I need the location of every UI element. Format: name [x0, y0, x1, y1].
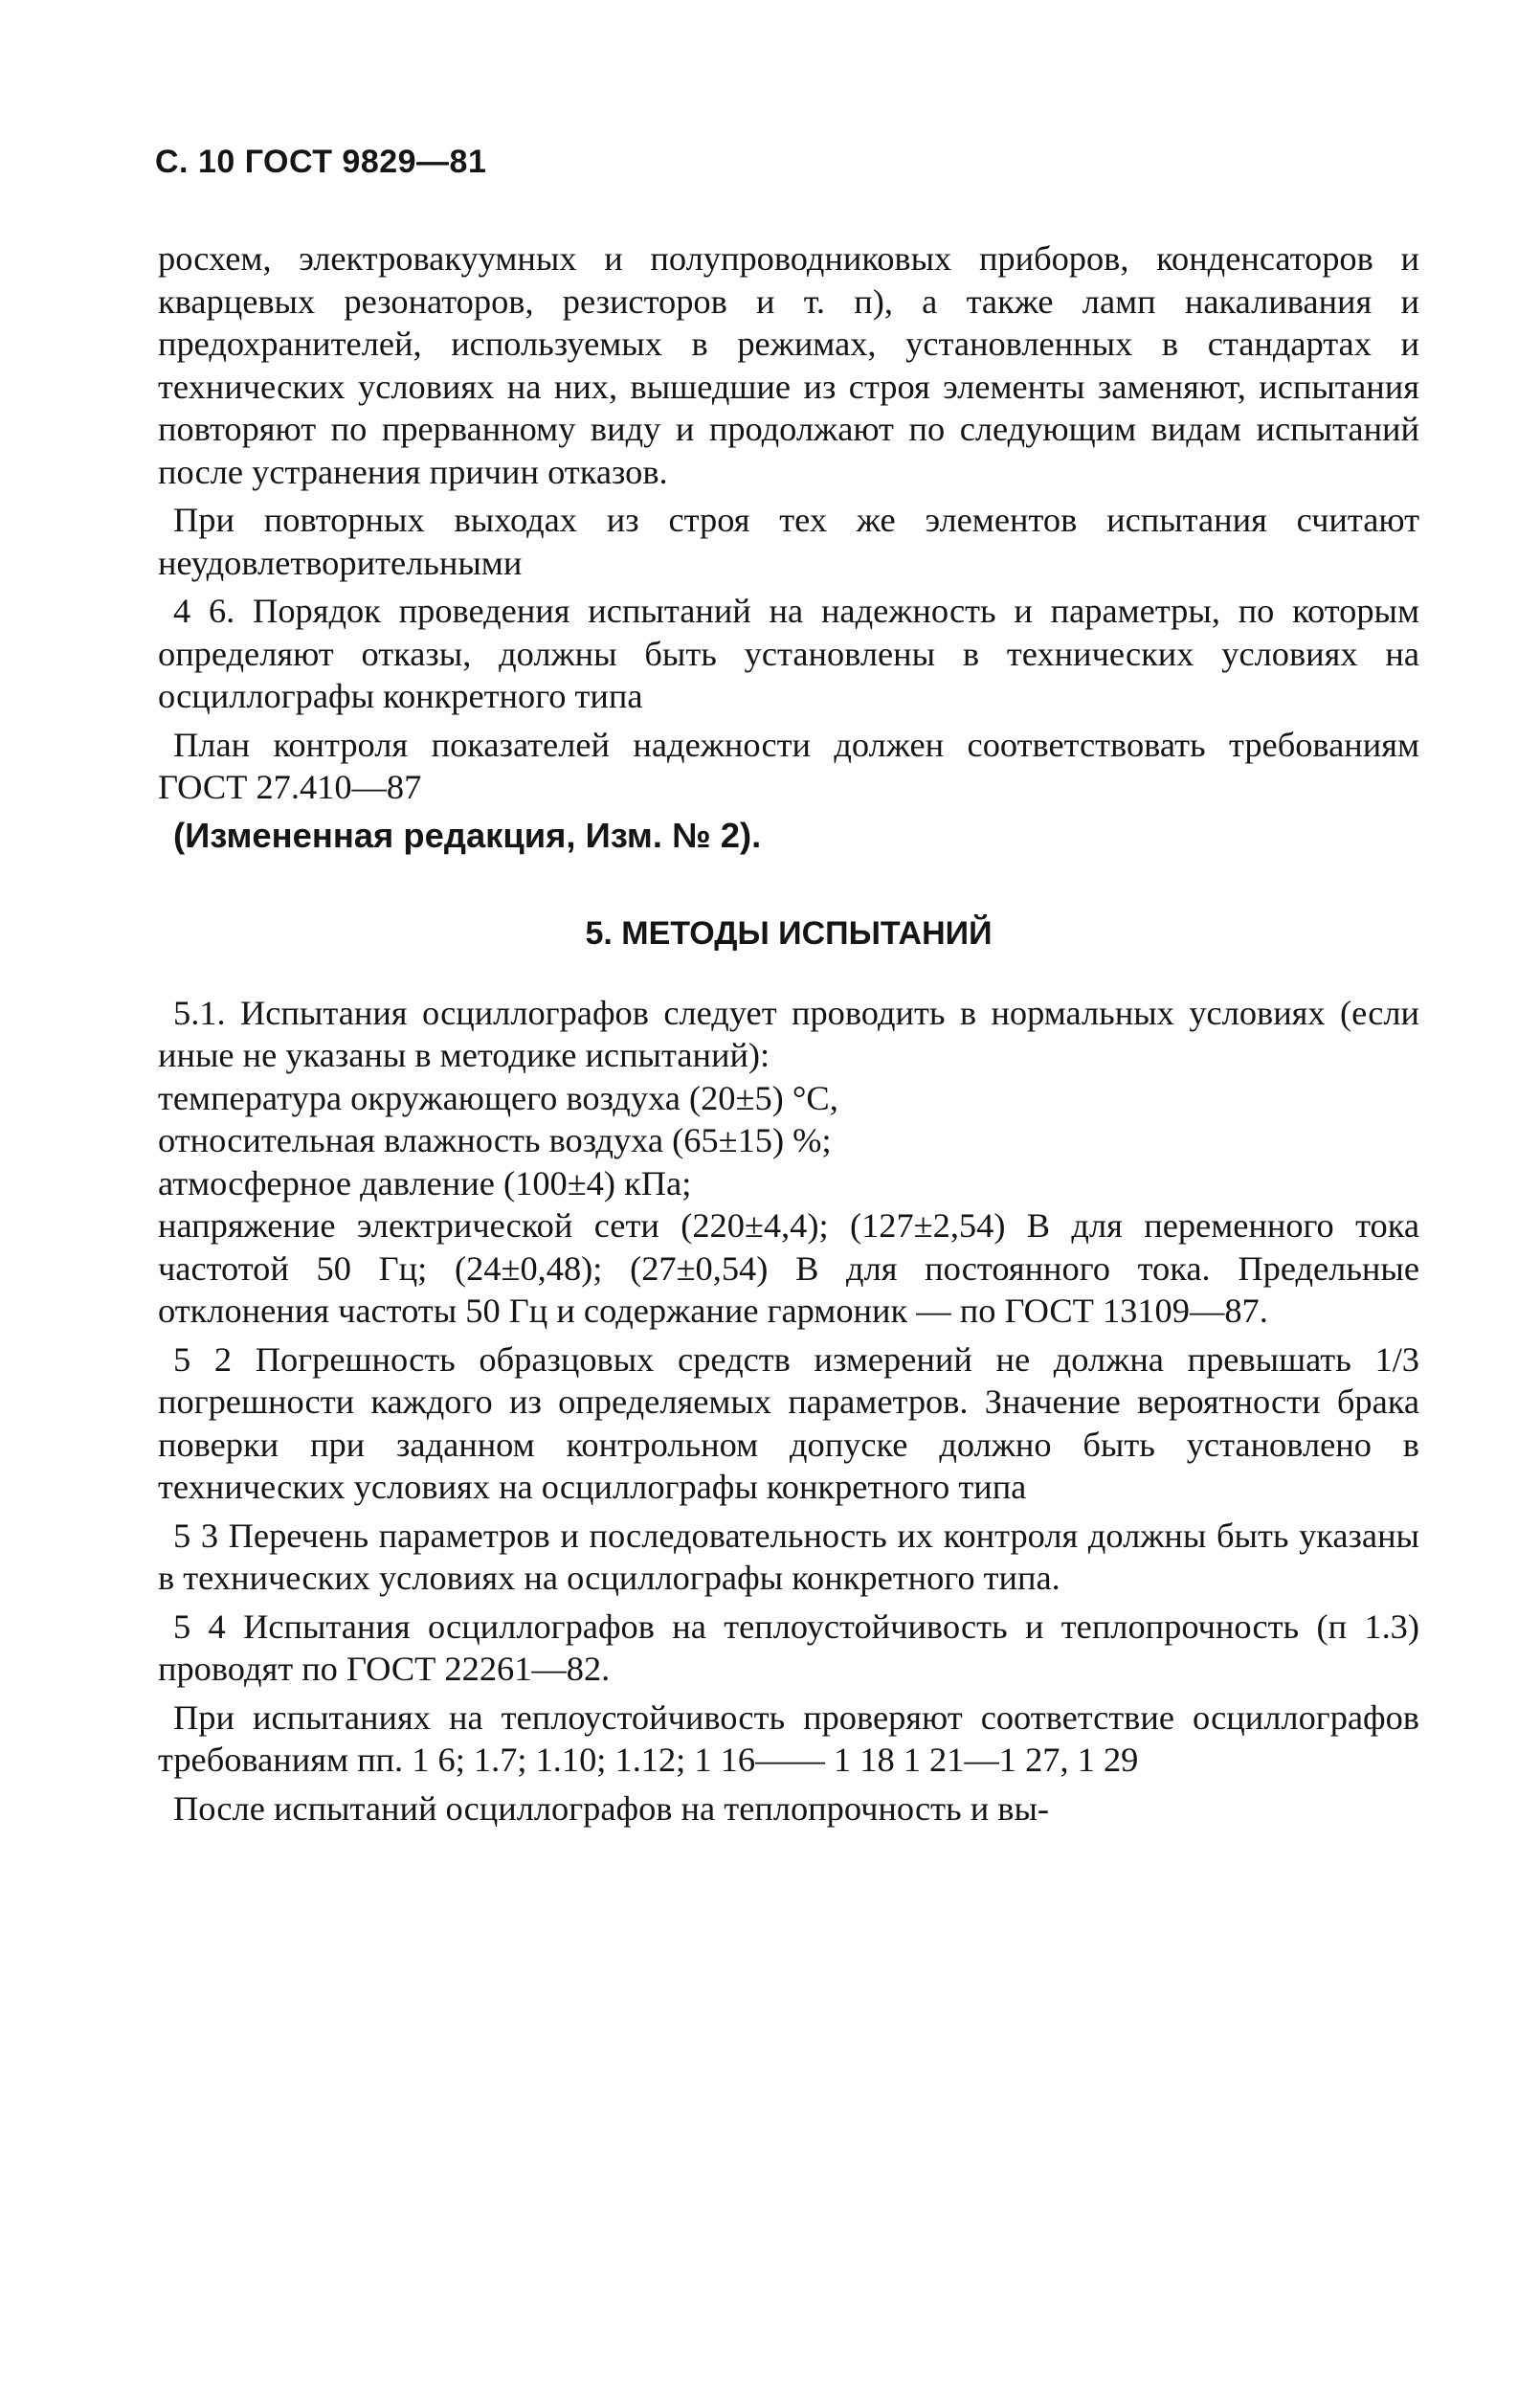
paragraph-control-plan: План контроля показателей надежности должен соответствовать требованиям ГОСТ 27.410—87 [158, 725, 1419, 806]
clause-5-1 [158, 992, 1419, 1333]
paragraph-heat-resistance: При испытаниях на теплоустойчивость проверяют соответствие осциллографов требованиям пп. 1 6; 1.7; 1.10; 1.12; 1 16—— 1 18 1 21—1 27, 1 29 [158, 1697, 1419, 1779]
clause-5-3: 5 3 Перечень параметров и последовательность их контроля должны быть указаны в технических условиях на осциллографы конкретного типа. [158, 1516, 1419, 1597]
paragraph-continuation: росхем, электровакуумных и полупроводниковых приборов, конденсаторов и кварцевых резонаторов, резисторов и т. п), а также ламп накаливания и предохранителей, используемых в режимах, установленных в стандартах и технических условиях на них, вышедшие из строя элементы заменяют, испытания повторяют по прерванному виду и продолжают по следующим видам испытаний после устранения причин отказов. [158, 239, 1419, 491]
paragraph-after-tests: После испытаний осциллографов на теплопрочность и вы- [173, 1788, 1050, 1828]
document-body [158, 237, 1419, 1835]
condition-pressure: атмосферное давление (100±4) кПа; [158, 1163, 692, 1202]
clause-5-4: 5 4 Испытания осциллографов на теплоустойчивость и теплопрочность (п 1.3) проводят по ГОСТ 22261—82. [158, 1607, 1419, 1688]
condition-temperature: температура окружающего воздуха (20±5) °С, [158, 1078, 838, 1117]
paragraph-repeat-failures: При повторных выходах из строя тех же элементов испытания считают неудовлетворительными [158, 501, 1419, 582]
condition-voltage: напряжение электрической сети (220±4,4); (127±2,54) В для переменного тока частотой 50 Гц; (24±0,48); (27±0,54) В для постоянного тока. Предельные отклонения частоты 50 Гц и содержание гармоник — по ГОСТ 13109—87. [158, 1206, 1419, 1330]
page-header: С. 10 ГОСТ 9829—81 [155, 144, 487, 180]
clause-4-6: 4 6. Порядок проведения испытаний на надежность и параметры, по которым определяют отказы, должны быть установлены в технических условиях на осциллографы конкретного типа [158, 592, 1419, 715]
revision-note: (Измененная редакция, Изм. № 2). [173, 815, 762, 855]
section-title: 5. МЕТОДЫ ИСПЫТАНИЙ [585, 915, 993, 952]
clause-5-2: 5 2 Погрешность образцовых средств измерений не должна превышать 1/3 погрешности каждого из определяемых параметров. Значение вероятности брака поверки при заданном контрольном допуске должно быть установлено в технических условиях на осциллографы конкретного типа [158, 1339, 1419, 1506]
condition-humidity: относительная влажность воздуха (65±15) %; [158, 1121, 832, 1159]
clause-5-1-intro: 5.1. Испытания осциллографов следует проводить в нормальных условиях (если иные не указаны в методике испытаний): [158, 993, 1419, 1074]
